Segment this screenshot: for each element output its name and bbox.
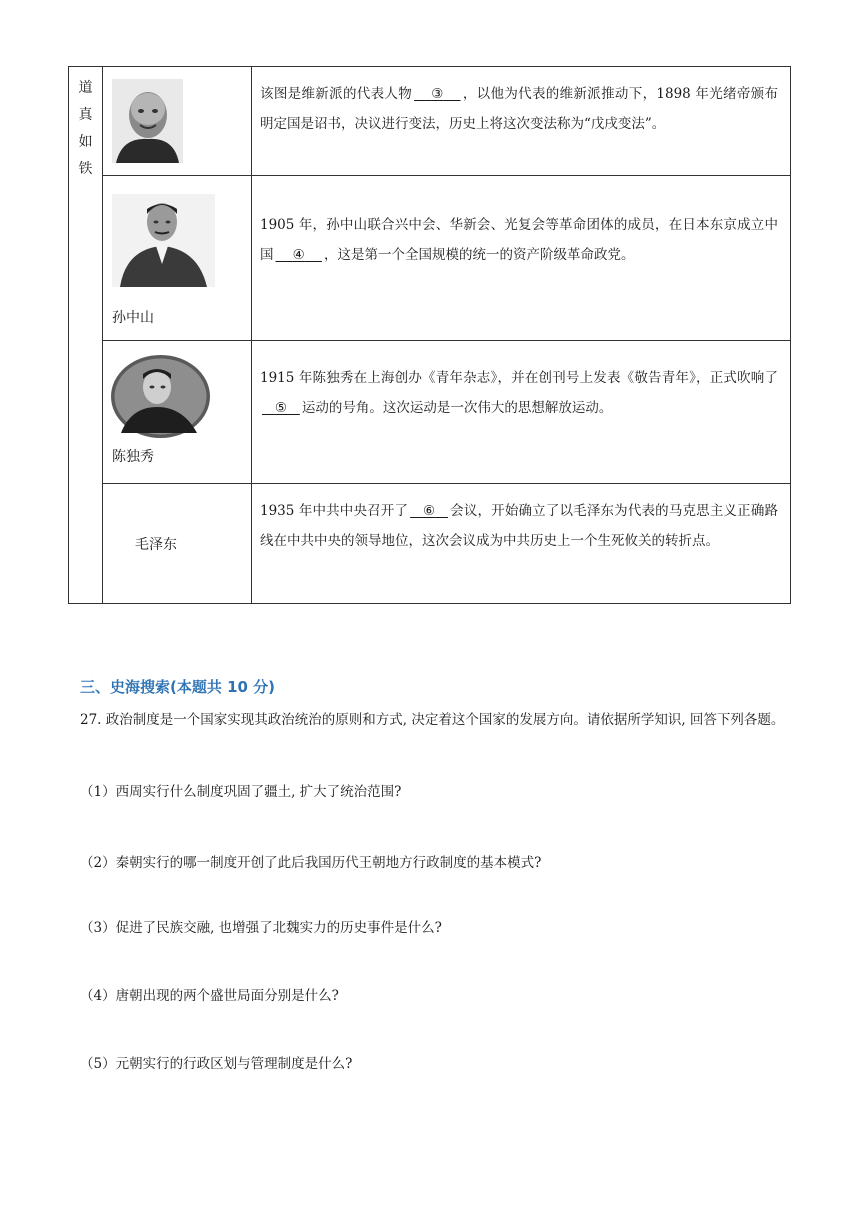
sub-question: （4）唐朝出现的两个盛世局面分别是什么? bbox=[80, 988, 339, 1004]
image-caption: 孙中山 bbox=[112, 310, 154, 326]
image-cell bbox=[103, 67, 252, 176]
sub-question: （1）西周实行什么制度巩固了疆土, 扩大了统治范围? bbox=[80, 784, 402, 800]
answer-blank: ③ bbox=[431, 86, 444, 102]
description-cell: 1905 年，孙中山联合兴中会、华新会、光复会等革命团体的成员，在日本东京成立中国 ④ ，这是第一个全国规模的统一的资产阶级革命政党。 bbox=[252, 176, 791, 341]
question-stem: 27. 政治制度是一个国家实现其政治统治的原则和方式, 决定着这个国家的发展方向。请依据所学知识, 回答下列各题。 bbox=[80, 712, 785, 728]
image-cell bbox=[103, 341, 252, 484]
kang-youwei-portrait-photo bbox=[112, 79, 183, 163]
answer-blank: ⑥ bbox=[423, 503, 436, 519]
description-cell: 1915 年陈独秀在上海创办《青年杂志》，并在创刊号上发表《敬告青年》，正式吹响了 ⑤ 运动的号角。这次运动是一次伟大的思想解放运动。 bbox=[252, 341, 791, 484]
chen-duxiu-portrait-photo bbox=[111, 355, 210, 438]
history-table bbox=[68, 66, 791, 604]
description-cell: 1935 年中共中央召开了 ⑥ 会议，开始确立了以毛泽东为代表的马克思主义正确路线在中共中央的领导地位，这次会议成为中共历史上一个生死攸关的转折点。 bbox=[252, 484, 791, 604]
sub-question: （3）促进了民族交融, 也增强了北魏实力的历史事件是什么? bbox=[80, 920, 442, 936]
image-caption: 毛泽东 bbox=[135, 537, 177, 553]
section-title: 三、史海搜索(本题共 10 分) bbox=[80, 678, 276, 696]
image-cell bbox=[103, 484, 252, 604]
sun-yat-sen-portrait-photo bbox=[112, 194, 215, 287]
side-char: 道 bbox=[78, 80, 93, 96]
description-cell: 该图是维新派的代表人物 ③ ，以他为代表的维新派推动下，1898 年光绪帝颁布明定国是诏书，决议进行变法，历史上将这次变法称为“戊戌变法”。 bbox=[252, 67, 791, 176]
image-cell bbox=[103, 176, 252, 341]
side-label bbox=[69, 67, 103, 604]
image-caption: 陈独秀 bbox=[112, 449, 154, 465]
side-char: 铁 bbox=[78, 161, 93, 177]
sub-question: （2）秦朝实行的哪一制度开创了此后我国历代王朝地方行政制度的基本模式? bbox=[80, 855, 542, 871]
answer-blank: ⑤ bbox=[274, 400, 287, 416]
sub-question: （5）元朝实行的行政区划与管理制度是什么? bbox=[80, 1056, 353, 1072]
answer-blank: ④ bbox=[292, 247, 305, 263]
side-char: 真 bbox=[78, 107, 93, 123]
side-char: 如 bbox=[78, 134, 93, 150]
